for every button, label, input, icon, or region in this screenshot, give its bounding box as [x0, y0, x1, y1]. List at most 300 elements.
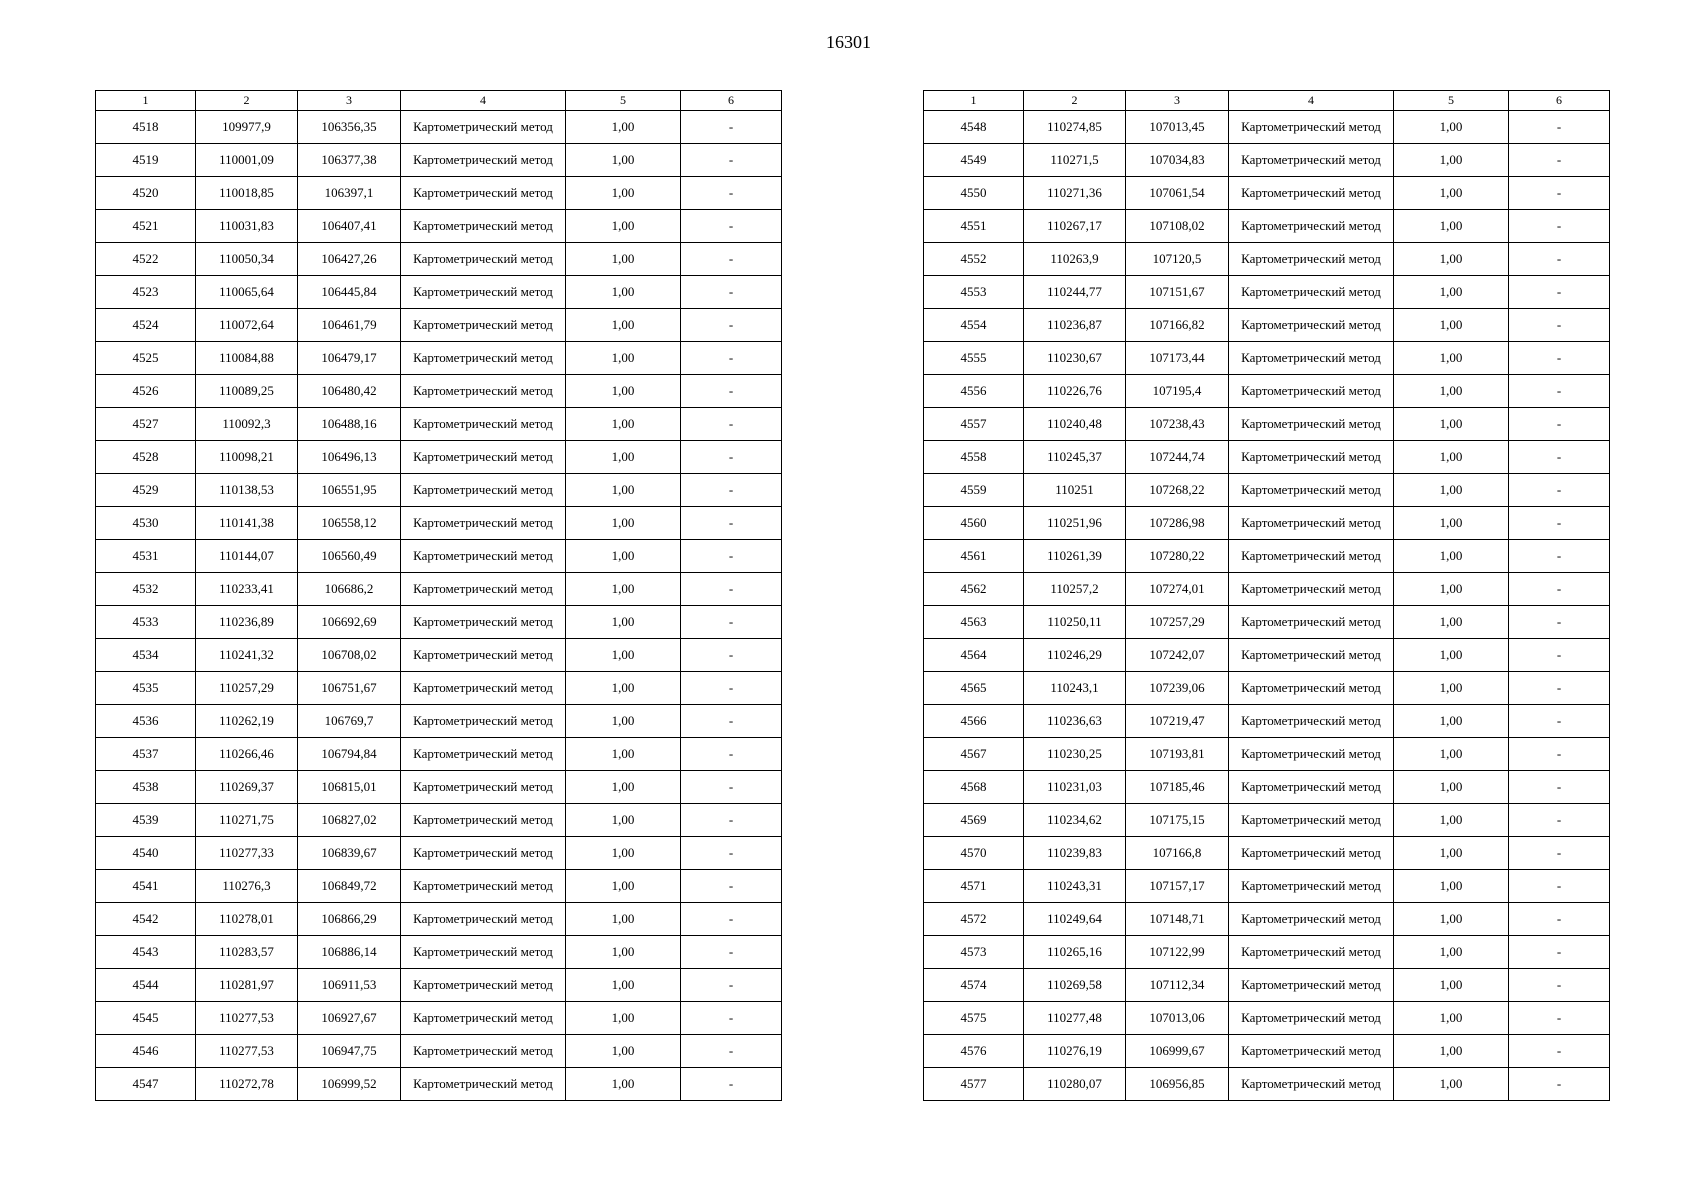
note-cell: -: [1509, 639, 1610, 672]
note-cell: -: [1509, 210, 1610, 243]
table-row: [96, 1035, 782, 1068]
method-cell: Картометрический метод: [401, 870, 566, 903]
table-row: [924, 738, 1610, 771]
method-cell: Картометрический метод: [401, 672, 566, 705]
accuracy-cell: 1,00: [1394, 441, 1509, 474]
x-coordinate-cell: 110263,9: [1024, 243, 1126, 276]
table-row: [924, 1002, 1610, 1035]
y-coordinate-cell: 106999,52: [298, 1068, 401, 1101]
accuracy-cell: 1,00: [1394, 1002, 1509, 1035]
table-row: [96, 243, 782, 276]
table-row: [96, 870, 782, 903]
method-cell: Картометрический метод: [401, 969, 566, 1002]
note-cell: -: [681, 903, 782, 936]
x-coordinate-cell: 110266,46: [196, 738, 298, 771]
accuracy-cell: 1,00: [1394, 144, 1509, 177]
point-number-cell: 4570: [924, 837, 1024, 870]
note-cell: -: [1509, 243, 1610, 276]
table-row: [96, 771, 782, 804]
table-row: [96, 573, 782, 606]
note-cell: -: [1509, 1035, 1610, 1068]
point-number-cell: 4519: [96, 144, 196, 177]
method-cell: Картометрический метод: [1229, 771, 1394, 804]
y-coordinate-cell: 107175,15: [1126, 804, 1229, 837]
y-coordinate-cell: 107195,4: [1126, 375, 1229, 408]
point-number-cell: 4567: [924, 738, 1024, 771]
table-row: [924, 606, 1610, 639]
method-cell: Картометрический метод: [1229, 342, 1394, 375]
table-row: [96, 507, 782, 540]
left-coordinates-table: [95, 90, 782, 1101]
method-cell: Картометрический метод: [1229, 177, 1394, 210]
y-coordinate-cell: 107242,07: [1126, 639, 1229, 672]
method-cell: Картометрический метод: [1229, 573, 1394, 606]
note-cell: -: [681, 804, 782, 837]
table-row: [96, 903, 782, 936]
x-coordinate-cell: 110001,09: [196, 144, 298, 177]
table-row: [924, 111, 1610, 144]
x-coordinate-cell: 110250,11: [1024, 606, 1126, 639]
x-coordinate-cell: 110271,75: [196, 804, 298, 837]
y-coordinate-cell: 107166,8: [1126, 837, 1229, 870]
point-number-cell: 4561: [924, 540, 1024, 573]
x-coordinate-cell: 110277,53: [196, 1002, 298, 1035]
accuracy-cell: 1,00: [566, 540, 681, 573]
y-coordinate-cell: 107034,83: [1126, 144, 1229, 177]
method-cell: Картометрический метод: [1229, 1068, 1394, 1101]
table-row: [924, 870, 1610, 903]
y-coordinate-cell: 106560,49: [298, 540, 401, 573]
x-coordinate-cell: 110089,25: [196, 375, 298, 408]
point-number-cell: 4544: [96, 969, 196, 1002]
x-coordinate-cell: 110072,64: [196, 309, 298, 342]
y-coordinate-cell: 106769,7: [298, 705, 401, 738]
table-row: [924, 177, 1610, 210]
column-header: 4: [1229, 91, 1394, 111]
y-coordinate-cell: 106496,13: [298, 441, 401, 474]
x-coordinate-cell: 110283,57: [196, 936, 298, 969]
point-number-cell: 4528: [96, 441, 196, 474]
point-number-cell: 4555: [924, 342, 1024, 375]
table-row: [96, 177, 782, 210]
accuracy-cell: 1,00: [1394, 738, 1509, 771]
method-cell: Картометрический метод: [1229, 672, 1394, 705]
note-cell: -: [1509, 144, 1610, 177]
note-cell: -: [681, 243, 782, 276]
y-coordinate-cell: 106445,84: [298, 276, 401, 309]
y-coordinate-cell: 107280,22: [1126, 540, 1229, 573]
column-header: 5: [1394, 91, 1509, 111]
method-cell: Картометрический метод: [401, 342, 566, 375]
y-coordinate-cell: 107185,46: [1126, 771, 1229, 804]
accuracy-cell: 1,00: [1394, 969, 1509, 1002]
point-number-cell: 4564: [924, 639, 1024, 672]
table-row: [924, 144, 1610, 177]
note-cell: -: [681, 144, 782, 177]
note-cell: -: [681, 936, 782, 969]
point-number-cell: 4530: [96, 507, 196, 540]
accuracy-cell: 1,00: [566, 738, 681, 771]
column-header: 3: [298, 91, 401, 111]
table-row: [96, 309, 782, 342]
accuracy-cell: 1,00: [1394, 672, 1509, 705]
note-cell: -: [681, 1002, 782, 1035]
y-coordinate-cell: 107122,99: [1126, 936, 1229, 969]
method-cell: Картометрический метод: [1229, 639, 1394, 672]
point-number-cell: 4531: [96, 540, 196, 573]
method-cell: Картометрический метод: [401, 837, 566, 870]
accuracy-cell: 1,00: [1394, 474, 1509, 507]
table-row: [96, 1002, 782, 1035]
x-coordinate-cell: 110257,29: [196, 672, 298, 705]
table-header-row: [96, 91, 782, 111]
method-cell: Картометрический метод: [1229, 210, 1394, 243]
method-cell: Картометрический метод: [401, 540, 566, 573]
accuracy-cell: 1,00: [566, 1002, 681, 1035]
table-row: [924, 672, 1610, 705]
table-row: [96, 474, 782, 507]
accuracy-cell: 1,00: [566, 969, 681, 1002]
method-cell: Картометрический метод: [401, 441, 566, 474]
table-row: [924, 804, 1610, 837]
point-number-cell: 4542: [96, 903, 196, 936]
table-row: [924, 309, 1610, 342]
accuracy-cell: 1,00: [566, 1035, 681, 1068]
accuracy-cell: 1,00: [1394, 507, 1509, 540]
point-number-cell: 4543: [96, 936, 196, 969]
point-number-cell: 4521: [96, 210, 196, 243]
method-cell: Картометрический метод: [401, 309, 566, 342]
y-coordinate-cell: 107151,67: [1126, 276, 1229, 309]
table-row: [924, 342, 1610, 375]
method-cell: Картометрический метод: [1229, 837, 1394, 870]
table-row: [924, 474, 1610, 507]
accuracy-cell: 1,00: [566, 705, 681, 738]
method-cell: Картометрический метод: [401, 1068, 566, 1101]
note-cell: -: [681, 1035, 782, 1068]
method-cell: Картометрический метод: [401, 804, 566, 837]
x-coordinate-cell: 110092,3: [196, 408, 298, 441]
accuracy-cell: 1,00: [566, 144, 681, 177]
point-number-cell: 4554: [924, 309, 1024, 342]
column-header: 4: [401, 91, 566, 111]
note-cell: -: [1509, 507, 1610, 540]
method-cell: Картометрический метод: [401, 606, 566, 639]
accuracy-cell: 1,00: [1394, 540, 1509, 573]
x-coordinate-cell: 110269,58: [1024, 969, 1126, 1002]
note-cell: -: [681, 342, 782, 375]
accuracy-cell: 1,00: [1394, 573, 1509, 606]
y-coordinate-cell: 106999,67: [1126, 1035, 1229, 1068]
table-row: [96, 144, 782, 177]
x-coordinate-cell: 110018,85: [196, 177, 298, 210]
method-cell: Картометрический метод: [1229, 408, 1394, 441]
accuracy-cell: 1,00: [566, 837, 681, 870]
accuracy-cell: 1,00: [1394, 639, 1509, 672]
table-row: [96, 969, 782, 1002]
y-coordinate-cell: 106479,17: [298, 342, 401, 375]
method-cell: Картометрический метод: [401, 177, 566, 210]
accuracy-cell: 1,00: [1394, 804, 1509, 837]
x-coordinate-cell: 110251,96: [1024, 507, 1126, 540]
note-cell: -: [1509, 1068, 1610, 1101]
table-row: [96, 738, 782, 771]
point-number-cell: 4552: [924, 243, 1024, 276]
note-cell: -: [681, 639, 782, 672]
method-cell: Картометрический метод: [1229, 441, 1394, 474]
accuracy-cell: 1,00: [1394, 870, 1509, 903]
y-coordinate-cell: 106356,35: [298, 111, 401, 144]
table-row: [924, 705, 1610, 738]
accuracy-cell: 1,00: [1394, 276, 1509, 309]
x-coordinate-cell: 110050,34: [196, 243, 298, 276]
accuracy-cell: 1,00: [566, 441, 681, 474]
x-coordinate-cell: 110276,3: [196, 870, 298, 903]
accuracy-cell: 1,00: [1394, 408, 1509, 441]
note-cell: -: [681, 606, 782, 639]
accuracy-cell: 1,00: [566, 375, 681, 408]
x-coordinate-cell: 110226,76: [1024, 375, 1126, 408]
table-row: [96, 111, 782, 144]
note-cell: -: [1509, 540, 1610, 573]
point-number-cell: 4540: [96, 837, 196, 870]
method-cell: Картометрический метод: [401, 408, 566, 441]
point-number-cell: 4536: [96, 705, 196, 738]
point-number-cell: 4533: [96, 606, 196, 639]
y-coordinate-cell: 107166,82: [1126, 309, 1229, 342]
x-coordinate-cell: 110240,48: [1024, 408, 1126, 441]
method-cell: Картометрический метод: [401, 144, 566, 177]
note-cell: -: [1509, 738, 1610, 771]
x-coordinate-cell: 110267,17: [1024, 210, 1126, 243]
method-cell: Картометрический метод: [401, 210, 566, 243]
note-cell: -: [1509, 606, 1610, 639]
point-number-cell: 4557: [924, 408, 1024, 441]
x-coordinate-cell: 110234,62: [1024, 804, 1126, 837]
x-coordinate-cell: 110098,21: [196, 441, 298, 474]
x-coordinate-cell: 110138,53: [196, 474, 298, 507]
accuracy-cell: 1,00: [1394, 375, 1509, 408]
method-cell: Картометрический метод: [1229, 111, 1394, 144]
x-coordinate-cell: 110233,41: [196, 573, 298, 606]
y-coordinate-cell: 106686,2: [298, 573, 401, 606]
table-row: [96, 705, 782, 738]
method-cell: Картометрический метод: [401, 738, 566, 771]
accuracy-cell: 1,00: [566, 177, 681, 210]
point-number-cell: 4573: [924, 936, 1024, 969]
method-cell: Картометрический метод: [1229, 1002, 1394, 1035]
y-coordinate-cell: 107157,17: [1126, 870, 1229, 903]
point-number-cell: 4522: [96, 243, 196, 276]
accuracy-cell: 1,00: [566, 606, 681, 639]
y-coordinate-cell: 106480,42: [298, 375, 401, 408]
method-cell: Картометрический метод: [1229, 969, 1394, 1002]
y-coordinate-cell: 106397,1: [298, 177, 401, 210]
x-coordinate-cell: 110278,01: [196, 903, 298, 936]
x-coordinate-cell: 110141,38: [196, 507, 298, 540]
column-header: 6: [1509, 91, 1610, 111]
note-cell: -: [1509, 936, 1610, 969]
x-coordinate-cell: 110241,32: [196, 639, 298, 672]
point-number-cell: 4529: [96, 474, 196, 507]
table-row: [924, 540, 1610, 573]
note-cell: -: [1509, 375, 1610, 408]
y-coordinate-cell: 107013,45: [1126, 111, 1229, 144]
table-row: [924, 771, 1610, 804]
table-row: [924, 243, 1610, 276]
right-coordinates-table: [923, 90, 1610, 1101]
table-row: [924, 408, 1610, 441]
accuracy-cell: 1,00: [566, 507, 681, 540]
note-cell: -: [1509, 474, 1610, 507]
method-cell: Картометрический метод: [401, 111, 566, 144]
point-number-cell: 4537: [96, 738, 196, 771]
accuracy-cell: 1,00: [1394, 903, 1509, 936]
note-cell: -: [681, 540, 782, 573]
note-cell: -: [681, 408, 782, 441]
note-cell: -: [1509, 1002, 1610, 1035]
accuracy-cell: 1,00: [1394, 210, 1509, 243]
note-cell: -: [681, 507, 782, 540]
x-coordinate-cell: 110277,53: [196, 1035, 298, 1068]
accuracy-cell: 1,00: [1394, 342, 1509, 375]
accuracy-cell: 1,00: [566, 672, 681, 705]
y-coordinate-cell: 107013,06: [1126, 1002, 1229, 1035]
note-cell: -: [1509, 408, 1610, 441]
x-coordinate-cell: 110280,07: [1024, 1068, 1126, 1101]
x-coordinate-cell: 110244,77: [1024, 276, 1126, 309]
point-number-cell: 4572: [924, 903, 1024, 936]
method-cell: Картометрический метод: [1229, 474, 1394, 507]
point-number-cell: 4549: [924, 144, 1024, 177]
table-row: [924, 639, 1610, 672]
x-coordinate-cell: 110031,83: [196, 210, 298, 243]
y-coordinate-cell: 107244,74: [1126, 441, 1229, 474]
point-number-cell: 4571: [924, 870, 1024, 903]
point-number-cell: 4556: [924, 375, 1024, 408]
point-number-cell: 4546: [96, 1035, 196, 1068]
note-cell: -: [681, 474, 782, 507]
method-cell: Картометрический метод: [1229, 144, 1394, 177]
accuracy-cell: 1,00: [1394, 243, 1509, 276]
note-cell: -: [1509, 705, 1610, 738]
point-number-cell: 4545: [96, 1002, 196, 1035]
method-cell: Картометрический метод: [1229, 804, 1394, 837]
y-coordinate-cell: 107112,34: [1126, 969, 1229, 1002]
x-coordinate-cell: 110272,78: [196, 1068, 298, 1101]
point-number-cell: 4565: [924, 672, 1024, 705]
note-cell: -: [681, 837, 782, 870]
y-coordinate-cell: 106794,84: [298, 738, 401, 771]
note-cell: -: [681, 375, 782, 408]
x-coordinate-cell: 110251: [1024, 474, 1126, 507]
table-row: [96, 540, 782, 573]
x-coordinate-cell: 110230,67: [1024, 342, 1126, 375]
x-coordinate-cell: 110277,33: [196, 837, 298, 870]
y-coordinate-cell: 106947,75: [298, 1035, 401, 1068]
column-header: 3: [1126, 91, 1229, 111]
method-cell: Картометрический метод: [401, 573, 566, 606]
accuracy-cell: 1,00: [566, 309, 681, 342]
accuracy-cell: 1,00: [1394, 705, 1509, 738]
table-row: [924, 507, 1610, 540]
table-row: [924, 210, 1610, 243]
point-number-cell: 4569: [924, 804, 1024, 837]
point-number-cell: 4541: [96, 870, 196, 903]
note-cell: -: [681, 573, 782, 606]
method-cell: Картометрический метод: [1229, 936, 1394, 969]
method-cell: Картометрический метод: [401, 276, 566, 309]
x-coordinate-cell: 110236,87: [1024, 309, 1126, 342]
point-number-cell: 4550: [924, 177, 1024, 210]
note-cell: -: [1509, 903, 1610, 936]
accuracy-cell: 1,00: [1394, 111, 1509, 144]
point-number-cell: 4559: [924, 474, 1024, 507]
y-coordinate-cell: 106377,38: [298, 144, 401, 177]
x-coordinate-cell: 110231,03: [1024, 771, 1126, 804]
note-cell: -: [681, 1068, 782, 1101]
point-number-cell: 4547: [96, 1068, 196, 1101]
note-cell: -: [681, 111, 782, 144]
note-cell: -: [681, 441, 782, 474]
x-coordinate-cell: 110245,37: [1024, 441, 1126, 474]
table-row: [96, 342, 782, 375]
table-row: [96, 837, 782, 870]
page-number: 16301: [826, 32, 871, 52]
y-coordinate-cell: 106866,29: [298, 903, 401, 936]
accuracy-cell: 1,00: [1394, 936, 1509, 969]
column-header: 2: [1024, 91, 1126, 111]
point-number-cell: 4535: [96, 672, 196, 705]
table-row: [924, 969, 1610, 1002]
note-cell: -: [1509, 111, 1610, 144]
point-number-cell: 4560: [924, 507, 1024, 540]
accuracy-cell: 1,00: [566, 639, 681, 672]
accuracy-cell: 1,00: [566, 870, 681, 903]
y-coordinate-cell: 106488,16: [298, 408, 401, 441]
table-row: [96, 408, 782, 441]
y-coordinate-cell: 107239,06: [1126, 672, 1229, 705]
x-coordinate-cell: 110271,5: [1024, 144, 1126, 177]
point-number-cell: 4563: [924, 606, 1024, 639]
table-row: [96, 276, 782, 309]
accuracy-cell: 1,00: [1394, 771, 1509, 804]
y-coordinate-cell: 106427,26: [298, 243, 401, 276]
note-cell: -: [681, 969, 782, 1002]
table-row: [96, 804, 782, 837]
column-header: 1: [924, 91, 1024, 111]
table-row: [924, 441, 1610, 474]
y-coordinate-cell: 107257,29: [1126, 606, 1229, 639]
method-cell: Картометрический метод: [401, 639, 566, 672]
point-number-cell: 4534: [96, 639, 196, 672]
table-row: [96, 672, 782, 705]
y-coordinate-cell: 106461,79: [298, 309, 401, 342]
method-cell: Картометрический метод: [1229, 309, 1394, 342]
point-number-cell: 4520: [96, 177, 196, 210]
table-row: [924, 276, 1610, 309]
table-row: [96, 1068, 782, 1101]
accuracy-cell: 1,00: [1394, 1068, 1509, 1101]
note-cell: -: [681, 771, 782, 804]
note-cell: -: [1509, 342, 1610, 375]
method-cell: Картометрический метод: [1229, 870, 1394, 903]
x-coordinate-cell: 110084,88: [196, 342, 298, 375]
table-row: [924, 1068, 1610, 1101]
method-cell: Картометрический метод: [1229, 540, 1394, 573]
accuracy-cell: 1,00: [1394, 606, 1509, 639]
y-coordinate-cell: 106551,95: [298, 474, 401, 507]
